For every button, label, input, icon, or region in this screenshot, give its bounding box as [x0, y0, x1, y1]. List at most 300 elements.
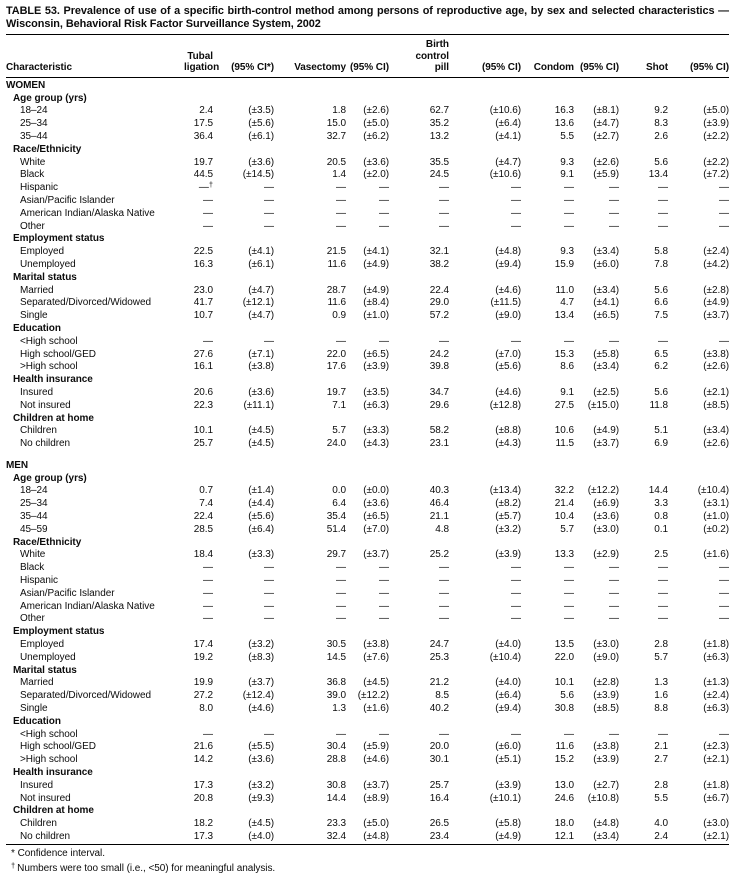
- value-cell: —: [719, 575, 729, 587]
- value-cell: 24.6: [554, 792, 574, 804]
- value-cell: (±5.6): [248, 118, 274, 130]
- value-cell: (±8.1): [593, 105, 619, 117]
- value-cell: (±6.3): [363, 399, 389, 411]
- value-cell: (±6.1): [248, 258, 274, 270]
- table-row: [6, 780, 729, 793]
- column-header-ci: (95% CI): [449, 35, 521, 77]
- value-cell: 19.7: [193, 156, 213, 168]
- group-label: Age group (yrs): [13, 472, 87, 484]
- value-cell: 9.1: [560, 386, 574, 398]
- table-row: [6, 157, 729, 170]
- value-cell: (±3.3): [248, 549, 274, 561]
- value-cell: (±3.9): [703, 118, 729, 130]
- value-cell: (±4.3): [495, 438, 521, 450]
- row-label: No children: [20, 831, 71, 842]
- value-cell: 1.3: [654, 677, 668, 689]
- value-cell: (±6.5): [363, 511, 389, 523]
- value-cell: 20.8: [193, 792, 213, 804]
- value-cell: (±3.4): [593, 284, 619, 296]
- value-cell: (±1.6): [363, 703, 389, 715]
- value-cell: —: [511, 207, 521, 219]
- table-row: [6, 485, 729, 498]
- value-cell: (±7.1): [248, 348, 274, 360]
- value-cell: —: [564, 194, 574, 206]
- value-cell: 5.6: [654, 284, 668, 296]
- header-line: pill: [434, 62, 449, 74]
- table-row: [6, 690, 729, 703]
- value-cell: 30.5: [326, 639, 346, 651]
- table-body: [6, 77, 729, 844]
- value-cell: 12.1: [554, 831, 574, 842]
- value-cell: 5.8: [654, 246, 668, 258]
- value-cell: 21.1: [429, 511, 449, 523]
- table-row: [6, 511, 729, 524]
- value-cell: 6.6: [654, 297, 668, 309]
- table-row: [6, 601, 729, 614]
- table-row: [6, 400, 729, 413]
- value-cell: 22.4: [429, 284, 449, 296]
- value-cell: (±7.0): [495, 348, 521, 360]
- header-line: Tubal: [187, 50, 213, 62]
- group-header-row: [6, 767, 729, 780]
- value-cell: —: [336, 587, 346, 599]
- value-cell: (±5.1): [495, 754, 521, 766]
- table-row: [6, 703, 729, 716]
- value-cell: (±5.8): [495, 818, 521, 830]
- value-cell: (±9.0): [593, 651, 619, 663]
- value-cell: 28.5: [193, 523, 213, 535]
- value-cell: (±6.4): [495, 690, 521, 702]
- table-row: [6, 349, 729, 362]
- value-cell: 2.6: [654, 130, 668, 142]
- row-label: Not insured: [20, 792, 71, 804]
- value-cell: 4.8: [435, 523, 449, 535]
- value-cell: (±3.6): [593, 511, 619, 523]
- value-cell: (±9.4): [495, 703, 521, 715]
- value-cell: 8.8: [654, 703, 668, 715]
- row-label: >High school: [20, 754, 78, 766]
- row-label: Not insured: [20, 399, 71, 411]
- value-cell: —: [658, 335, 668, 347]
- row-label: Separated/Divorced/Widowed: [20, 297, 151, 309]
- table-row: [6, 729, 729, 742]
- table-row: [6, 221, 729, 234]
- value-cell: 17.3: [193, 831, 213, 842]
- value-cell: 11.0: [555, 284, 574, 296]
- row-label: Separated/Divorced/Widowed: [20, 690, 151, 702]
- value-cell: (±4.6): [363, 754, 389, 766]
- value-cell: 11.6: [327, 258, 346, 270]
- value-cell: 9.2: [654, 105, 668, 117]
- value-cell: —: [439, 182, 449, 194]
- value-cell: (±4.9): [593, 425, 619, 437]
- value-cell: 5.6: [654, 156, 668, 168]
- value-cell: (±4.7): [248, 284, 274, 296]
- dagger-marker: †: [208, 180, 213, 190]
- value-cell: (±4.3): [363, 438, 389, 450]
- value-cell: 21.2: [429, 677, 449, 689]
- value-cell: (±15.0): [587, 399, 619, 411]
- value-cell: 21.4: [554, 498, 574, 510]
- table-row: [6, 524, 729, 537]
- value-cell: 20.5: [326, 156, 346, 168]
- value-cell: 40.2: [429, 703, 449, 715]
- row-label: <High school: [20, 335, 78, 347]
- value-cell: (±5.0): [363, 818, 389, 830]
- table-row: [6, 208, 729, 221]
- value-cell: (±2.4): [703, 690, 729, 702]
- value-cell: (±4.7): [593, 118, 619, 130]
- value-cell: —: [439, 207, 449, 219]
- value-cell: (±10.6): [489, 169, 521, 181]
- value-cell: 11.6: [555, 741, 574, 753]
- value-cell: 5.7: [654, 651, 668, 663]
- row-label: <High school: [20, 728, 78, 740]
- value-cell: 5.6: [560, 690, 574, 702]
- column-header-characteristic: Characteristic: [6, 35, 184, 77]
- column-header-method: [184, 35, 220, 77]
- value-cell: —: [336, 182, 346, 194]
- value-cell: (±9.0): [495, 310, 521, 322]
- value-cell: —: [203, 728, 213, 740]
- value-cell: (±12.2): [587, 485, 619, 497]
- value-cell: (±5.9): [593, 169, 619, 181]
- value-cell: 22.5: [193, 246, 213, 258]
- value-cell: (±5.8): [593, 348, 619, 360]
- row-label: Hispanic: [20, 575, 58, 587]
- value-cell: (±10.4): [489, 651, 521, 663]
- value-cell: (±4.9): [363, 284, 389, 296]
- value-cell: (±10.4): [697, 485, 729, 497]
- value-cell: (±8.4): [363, 297, 389, 309]
- value-cell: —: [719, 587, 729, 599]
- table-row: [6, 285, 729, 298]
- value-cell: 19.9: [193, 677, 213, 689]
- value-cell: —: [379, 562, 389, 574]
- column-header-ci: (95% CI): [574, 35, 619, 77]
- value-cell: 14.5: [326, 651, 346, 663]
- value-cell: —: [336, 207, 346, 219]
- value-cell: (±1.8): [703, 639, 729, 651]
- value-cell: (±2.6): [703, 438, 729, 450]
- value-cell: —: [511, 182, 521, 194]
- value-cell: 15.2: [554, 754, 574, 766]
- value-cell: 29.6: [429, 399, 449, 411]
- row-label: Unemployed: [20, 258, 76, 270]
- value-cell: (±6.0): [495, 741, 521, 753]
- value-cell: (±3.7): [593, 438, 619, 450]
- section-label: MEN: [6, 459, 29, 471]
- value-cell: 15.0: [326, 118, 346, 130]
- value-cell: (±2.6): [703, 361, 729, 373]
- value-cell: —: [658, 587, 668, 599]
- value-cell: 16.4: [429, 792, 449, 804]
- value-cell: 24.5: [429, 169, 449, 181]
- value-cell: (±3.9): [495, 779, 521, 791]
- group-header-row: [6, 272, 729, 285]
- value-cell: 16.3: [554, 105, 574, 117]
- value-cell: (±1.0): [703, 511, 729, 523]
- column-header-method: [389, 35, 449, 77]
- value-cell: —: [609, 194, 619, 206]
- table-row: [6, 297, 729, 310]
- group-label: Health insurance: [13, 767, 93, 779]
- row-label: Insured: [20, 779, 54, 791]
- value-cell: —: [264, 562, 274, 574]
- value-cell: 21.5: [326, 246, 346, 258]
- value-cell: (±5.7): [495, 511, 521, 523]
- table-row: [6, 182, 729, 195]
- value-cell: (±3.7): [363, 549, 389, 561]
- value-cell: (±3.9): [495, 549, 521, 561]
- value-cell: (±2.1): [703, 831, 729, 842]
- value-cell: (±6.3): [703, 651, 729, 663]
- value-cell: 19.2: [193, 651, 213, 663]
- value-cell: 21.6: [193, 741, 213, 753]
- value-cell: 39.0: [326, 690, 346, 702]
- value-cell: 39.8: [429, 361, 449, 373]
- value-cell: —: [719, 728, 729, 740]
- value-cell: (±2.1): [703, 754, 729, 766]
- value-cell: —: [658, 194, 668, 206]
- value-cell: —: [264, 220, 274, 232]
- group-label: Marital status: [13, 664, 77, 676]
- value-cell: 16.3: [193, 258, 213, 270]
- value-cell: 18.4: [193, 549, 213, 561]
- value-cell: 36.8: [326, 677, 346, 689]
- table-row: [6, 575, 729, 588]
- value-cell: —: [439, 220, 449, 232]
- value-cell: 6.2: [654, 361, 668, 373]
- value-cell: (±5.5): [248, 741, 274, 753]
- value-cell: (±2.8): [703, 284, 729, 296]
- value-cell: —: [439, 575, 449, 587]
- row-label: 35–44: [20, 130, 48, 142]
- value-cell: —: [609, 575, 619, 587]
- value-cell: (±7.0): [363, 523, 389, 535]
- value-cell: (±2.8): [593, 677, 619, 689]
- row-label: 18–24: [20, 485, 48, 497]
- value-cell: 4.7: [560, 297, 574, 309]
- value-cell: (±2.9): [593, 549, 619, 561]
- value-cell: 2.1: [654, 741, 668, 753]
- value-cell: 2.4: [199, 105, 213, 117]
- value-cell: 23.4: [429, 831, 449, 842]
- value-cell: —: [203, 207, 213, 219]
- value-cell: 32.4: [326, 831, 346, 842]
- value-cell: (±11.1): [243, 399, 274, 411]
- value-cell: 5.6: [654, 386, 668, 398]
- value-cell: (±3.6): [363, 156, 389, 168]
- row-label: Insured: [20, 386, 54, 398]
- value-cell: —: [511, 600, 521, 612]
- value-cell: (±1.4): [248, 485, 274, 497]
- value-cell: 13.4: [554, 310, 574, 322]
- value-cell: 30.8: [326, 779, 346, 791]
- value-cell: 13.6: [554, 118, 574, 130]
- value-cell: 30.1: [429, 754, 449, 766]
- value-cell: 5.7: [332, 425, 346, 437]
- table-row: [6, 562, 729, 575]
- value-cell: (±10.6): [489, 105, 521, 117]
- value-cell: (±3.9): [593, 690, 619, 702]
- footnote: [11, 860, 729, 875]
- value-cell: 51.4: [326, 523, 346, 535]
- group-label: Employment status: [13, 626, 105, 638]
- header-line: Condom: [533, 62, 574, 74]
- value-cell: 24.7: [429, 639, 449, 651]
- value-cell: (±4.2): [703, 258, 729, 270]
- value-cell: —: [336, 728, 346, 740]
- value-cell: —: [379, 182, 389, 194]
- value-cell: (±5.0): [363, 118, 389, 130]
- value-cell: 1.8: [332, 105, 346, 117]
- value-cell: 25.3: [429, 651, 449, 663]
- row-label: Unemployed: [20, 651, 76, 663]
- value-cell: 11.5: [555, 438, 574, 450]
- value-cell: (±6.0): [593, 258, 619, 270]
- group-header-row: [6, 93, 729, 106]
- value-cell: 25.7: [193, 438, 213, 450]
- row-label: Hispanic: [20, 182, 58, 194]
- value-cell: (±12.1): [242, 297, 274, 309]
- group-label: Children at home: [13, 805, 94, 817]
- value-cell: 13.3: [554, 549, 574, 561]
- row-label: No children: [20, 438, 71, 450]
- value-cell: —: [439, 562, 449, 574]
- value-cell: —: [719, 613, 729, 625]
- value-cell: 15.3: [554, 348, 574, 360]
- value-cell: (±3.5): [363, 386, 389, 398]
- value-cell: (±4.1): [363, 246, 389, 258]
- value-cell: —: [264, 575, 274, 587]
- value-cell: —: [564, 575, 574, 587]
- value-cell: 22.4: [193, 511, 213, 523]
- row-label: Asian/Pacific Islander: [20, 194, 115, 206]
- value-cell: (±4.8): [363, 831, 389, 842]
- table-row: [6, 246, 729, 259]
- value-cell: (±3.1): [703, 498, 729, 510]
- value-cell: —: [564, 220, 574, 232]
- value-cell: (±3.4): [593, 831, 619, 842]
- value-cell: (±4.9): [363, 258, 389, 270]
- value-cell: —†: [198, 180, 213, 194]
- value-cell: 40.3: [429, 485, 449, 497]
- column-header-method: [619, 35, 668, 77]
- value-cell: —: [203, 335, 213, 347]
- value-cell: (±3.8): [248, 361, 274, 373]
- group-header-row: [6, 323, 729, 336]
- value-cell: (±2.7): [593, 130, 619, 142]
- value-cell: —: [379, 575, 389, 587]
- column-header-method: [274, 35, 346, 77]
- table-row: [6, 639, 729, 652]
- value-cell: (±3.3): [363, 425, 389, 437]
- value-cell: 13.5: [554, 639, 574, 651]
- value-cell: (±8.5): [703, 399, 729, 411]
- value-cell: (±3.4): [703, 425, 729, 437]
- row-label: 45–59: [20, 523, 48, 535]
- row-label: White: [20, 156, 46, 168]
- group-header-row: [6, 473, 729, 486]
- value-cell: 30.8: [554, 703, 574, 715]
- value-cell: 7.1: [332, 399, 346, 411]
- value-cell: 10.1: [554, 677, 574, 689]
- value-cell: 17.5: [193, 118, 213, 130]
- value-cell: (±4.7): [495, 156, 521, 168]
- group-header-row: [6, 665, 729, 678]
- value-cell: (±12.4): [242, 690, 274, 702]
- value-cell: 0.1: [654, 523, 668, 535]
- row-label: 25–34: [20, 498, 48, 510]
- value-cell: 5.5: [654, 792, 668, 804]
- value-cell: 24.0: [326, 438, 346, 450]
- table-row: [6, 754, 729, 767]
- value-cell: —: [336, 600, 346, 612]
- value-cell: (±3.6): [248, 156, 274, 168]
- value-cell: 6.5: [654, 348, 668, 360]
- value-cell: (±1.0): [363, 310, 389, 322]
- value-cell: 23.1: [429, 438, 449, 450]
- value-cell: 7.4: [199, 498, 213, 510]
- value-cell: —: [336, 194, 346, 206]
- value-cell: —: [203, 562, 213, 574]
- value-cell: 58.2: [429, 425, 449, 437]
- value-cell: 35.5: [429, 156, 449, 168]
- value-cell: —: [511, 728, 521, 740]
- row-label: High school/GED: [20, 348, 96, 360]
- value-cell: —: [609, 220, 619, 232]
- value-cell: 0.9: [332, 310, 346, 322]
- value-cell: (±4.9): [495, 831, 521, 842]
- row-label: Children: [20, 818, 57, 830]
- value-cell: 28.8: [326, 754, 346, 766]
- value-cell: 29.0: [429, 297, 449, 309]
- header-line: Vasectomy: [294, 62, 346, 74]
- value-cell: (±6.2): [363, 130, 389, 142]
- value-cell: 23.0: [193, 284, 213, 296]
- value-cell: (±3.8): [363, 639, 389, 651]
- row-label: Other: [20, 220, 45, 232]
- value-cell: 14.2: [193, 754, 213, 766]
- row-label: Other: [20, 613, 45, 625]
- value-cell: 13.0: [554, 779, 574, 791]
- value-cell: —: [564, 587, 574, 599]
- table-row: [6, 131, 729, 144]
- value-cell: —: [379, 207, 389, 219]
- table-row: [6, 387, 729, 400]
- value-cell: (±0.2): [703, 523, 729, 535]
- value-cell: (±6.9): [593, 498, 619, 510]
- value-cell: (±4.6): [495, 386, 521, 398]
- footnote: [11, 848, 729, 860]
- value-cell: (±4.7): [248, 310, 274, 322]
- value-cell: (±10.8): [587, 792, 619, 804]
- value-cell: —: [719, 562, 729, 574]
- value-cell: 5.5: [560, 130, 574, 142]
- table-row: [6, 652, 729, 665]
- value-cell: —: [609, 613, 619, 625]
- value-cell: 9.1: [560, 169, 574, 181]
- value-cell: —: [264, 182, 274, 194]
- value-cell: (±8.2): [495, 498, 521, 510]
- value-cell: —: [511, 335, 521, 347]
- value-cell: (±2.2): [703, 156, 729, 168]
- footnote-text: Numbers were too small (i.e., <50) for meaningful analysis.: [17, 862, 276, 874]
- value-cell: —: [564, 728, 574, 740]
- value-cell: 16.1: [193, 361, 213, 373]
- table-row: [6, 549, 729, 562]
